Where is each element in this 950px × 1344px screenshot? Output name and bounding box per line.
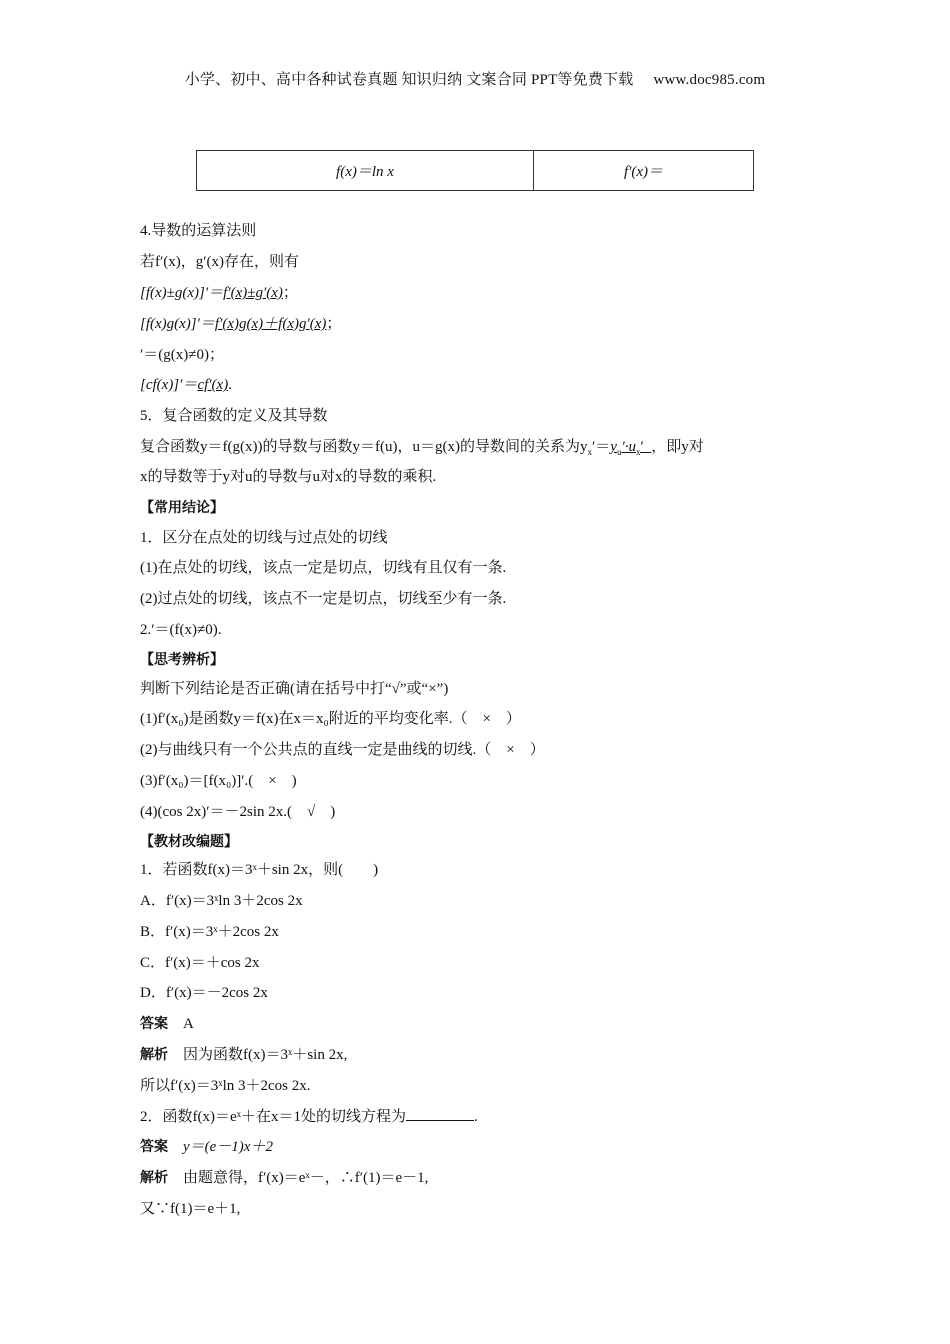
rule-product: [f(x)g(x)]′＝f′(x)g(x)＋f(x)g′(x)； bbox=[140, 316, 342, 332]
answer-blank bbox=[406, 1106, 474, 1121]
textbook-heading: 【教材改编题】 bbox=[140, 834, 238, 850]
problem2-explanation-2: 又∵f(1)＝e＋1, bbox=[140, 1201, 241, 1217]
problem1-option-a: A．f′(x)＝3ˣln 3＋2cos 2x bbox=[140, 893, 303, 909]
thinking-q3: (3)f′(x₀)＝[f(x₀)]′.( × ) bbox=[140, 773, 297, 789]
header-url: www.doc985.com bbox=[653, 72, 766, 88]
common-conclusions-heading: 【常用结论】 bbox=[140, 500, 224, 516]
problem1-option-b: B．f′(x)＝3ˣ＋2cos 2x bbox=[140, 924, 279, 940]
rule-quotient: ′＝(g(x)≠0)； bbox=[140, 347, 224, 363]
header-left-text: 小学、初中、高中各种试卷真题 知识归纳 文案合同 PPT等免费下载 bbox=[184, 72, 634, 88]
section4-intro: 若f′(x)，g′(x)存在，则有 bbox=[140, 254, 300, 270]
common-line-2: (1)在点处的切线，该点一定是切点，切线有且仅有一条. bbox=[140, 560, 507, 576]
section4-title: 4.导数的运算法则 bbox=[140, 223, 257, 239]
section5-line2: x的导数等于y对u的导数与u对x的导数的乘积. bbox=[140, 469, 437, 485]
problem2-question: 2．函数f(x)＝eˣ＋在x＝1处的切线方程为 . bbox=[140, 1106, 478, 1127]
common-line-4: 2.′＝(f(x)≠0). bbox=[140, 622, 222, 638]
table-cell-derivative: f′(x)＝ bbox=[534, 151, 754, 191]
problem1-option-c: C．f′(x)＝＋cos 2x bbox=[140, 955, 260, 971]
problem1-explanation-1: 解析 因为函数f(x)＝3ˣ＋sin 2x, bbox=[140, 1047, 348, 1063]
thinking-q1: (1)f′(x₀)是函数y＝f(x)在x＝x₀附近的平均变化率.（ × ） bbox=[140, 711, 521, 727]
table-row bbox=[197, 151, 754, 191]
section5-line1: 复合函数y＝f(g(x))的导数与函数y＝f(u)，u＝g(x)的导数间的关系为$y_x'=y_u'\cdot u_x'$ ，即y对 bbox=[140, 439, 704, 457]
common-line-3: (2)过点处的切线，该点不一定是切点，切线至少有一条. bbox=[140, 591, 507, 607]
rule-constant: [cf(x)]′＝cf′(x). bbox=[140, 377, 232, 393]
thinking-intro: 判断下列结论是否正确(请在括号中打“√”或“×”) bbox=[140, 681, 449, 697]
problem2-explanation-1: 解析 由题意得，f′(x)＝eˣ－，∴f′(1)＝e－1, bbox=[140, 1170, 429, 1186]
table-cell-function: f(x)＝ln x bbox=[197, 151, 534, 191]
thinking-heading: 【思考辨析】 bbox=[140, 652, 224, 668]
formula-table bbox=[196, 150, 754, 191]
rule-sum: [f(x)±g(x)]′＝f′(x)±g′(x)； bbox=[140, 285, 298, 301]
problem1-explanation-2: 所以f′(x)＝3ˣln 3＋2cos 2x. bbox=[140, 1078, 311, 1094]
thinking-q4: (4)(cos 2x)′＝－2sin 2x.( √ ) bbox=[140, 804, 336, 820]
problem1-option-d: D．f′(x)＝－2cos 2x bbox=[140, 985, 268, 1001]
problem1-answer: 答案 A bbox=[140, 1016, 194, 1032]
page-header bbox=[0, 68, 950, 89]
problem2-answer: 答案 y＝(e－1)x＋2 bbox=[140, 1139, 273, 1155]
thinking-q2: (2)与曲线只有一个公共点的直线一定是曲线的切线.（ × ） bbox=[140, 742, 545, 758]
common-line-1: 1．区分在点处的切线与过点处的切线 bbox=[140, 530, 388, 546]
section5-title: 5．复合函数的定义及其导数 bbox=[140, 408, 328, 424]
problem1-question: 1．若函数f(x)＝3ˣ＋sin 2x，则( ) bbox=[140, 862, 379, 878]
